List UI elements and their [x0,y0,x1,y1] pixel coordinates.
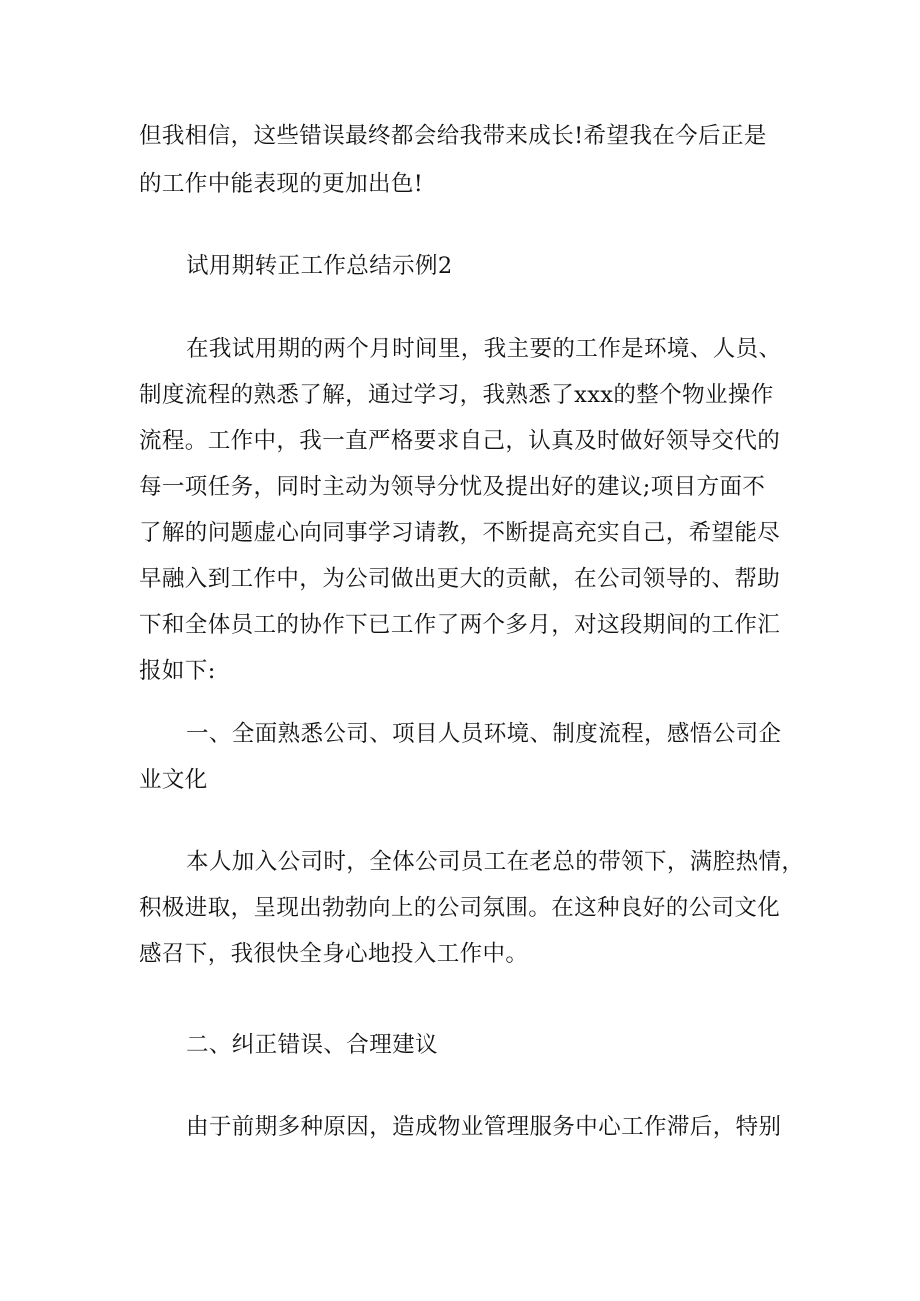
paragraph-line: 感召下，我很快全身心地投入工作中。 [139,941,529,967]
paragraph-line: 的工作中能表现的更加出色! [139,171,424,197]
paragraph-line: 由于前期多种原因，造成物业管理服务中心工作滞后，特别 [186,1114,782,1140]
heading-line: 一、全面熟悉公司、项目人员环境、制度流程，感悟公司企 [186,721,782,747]
paragraph-line: 下和全体员工的协作下已工作了两个多月，对这段期间的工作汇 [139,612,781,638]
paragraph-line: 流程。工作中，我一直严格要求自己，认真及时做好领导交代的 [139,428,781,454]
paragraph-line: 每一项任务，同时主动为领导分忧及提出好的建议;项目方面不 [139,474,766,500]
heading-line: 二、纠正错误、合理建议 [186,1032,438,1058]
heading-line: 业文化 [139,767,208,793]
paragraph-line: 报如下: [139,658,216,684]
paragraph-line: 早融入到工作中，为公司做出更大的贡献，在公司领导的、帮助 [139,566,781,592]
paragraph-line: 在我试用期的两个月时间里，我主要的工作是环境、人员、 [186,336,782,362]
paragraph-line: 积极进取，呈现出勃勃向上的公司氛围。在这种良好的公司文化 [139,895,781,921]
paragraph-line: 制度流程的熟悉了解，通过学习，我熟悉了xxx的整个物业操作 [139,382,774,408]
section-title: 试用期转正工作总结示例2 [186,253,453,279]
paragraph-line: 了解的问题虚心向同事学习请教，不断提高充实自己，希望能尽 [139,520,781,546]
paragraph-line: 本人加入公司时，全体公司员工在老总的带领下，满腔热情， [186,849,805,875]
paragraph-line: 但我相信，这些错误最终都会给我带来成长!希望我在今后正是 [139,123,767,149]
